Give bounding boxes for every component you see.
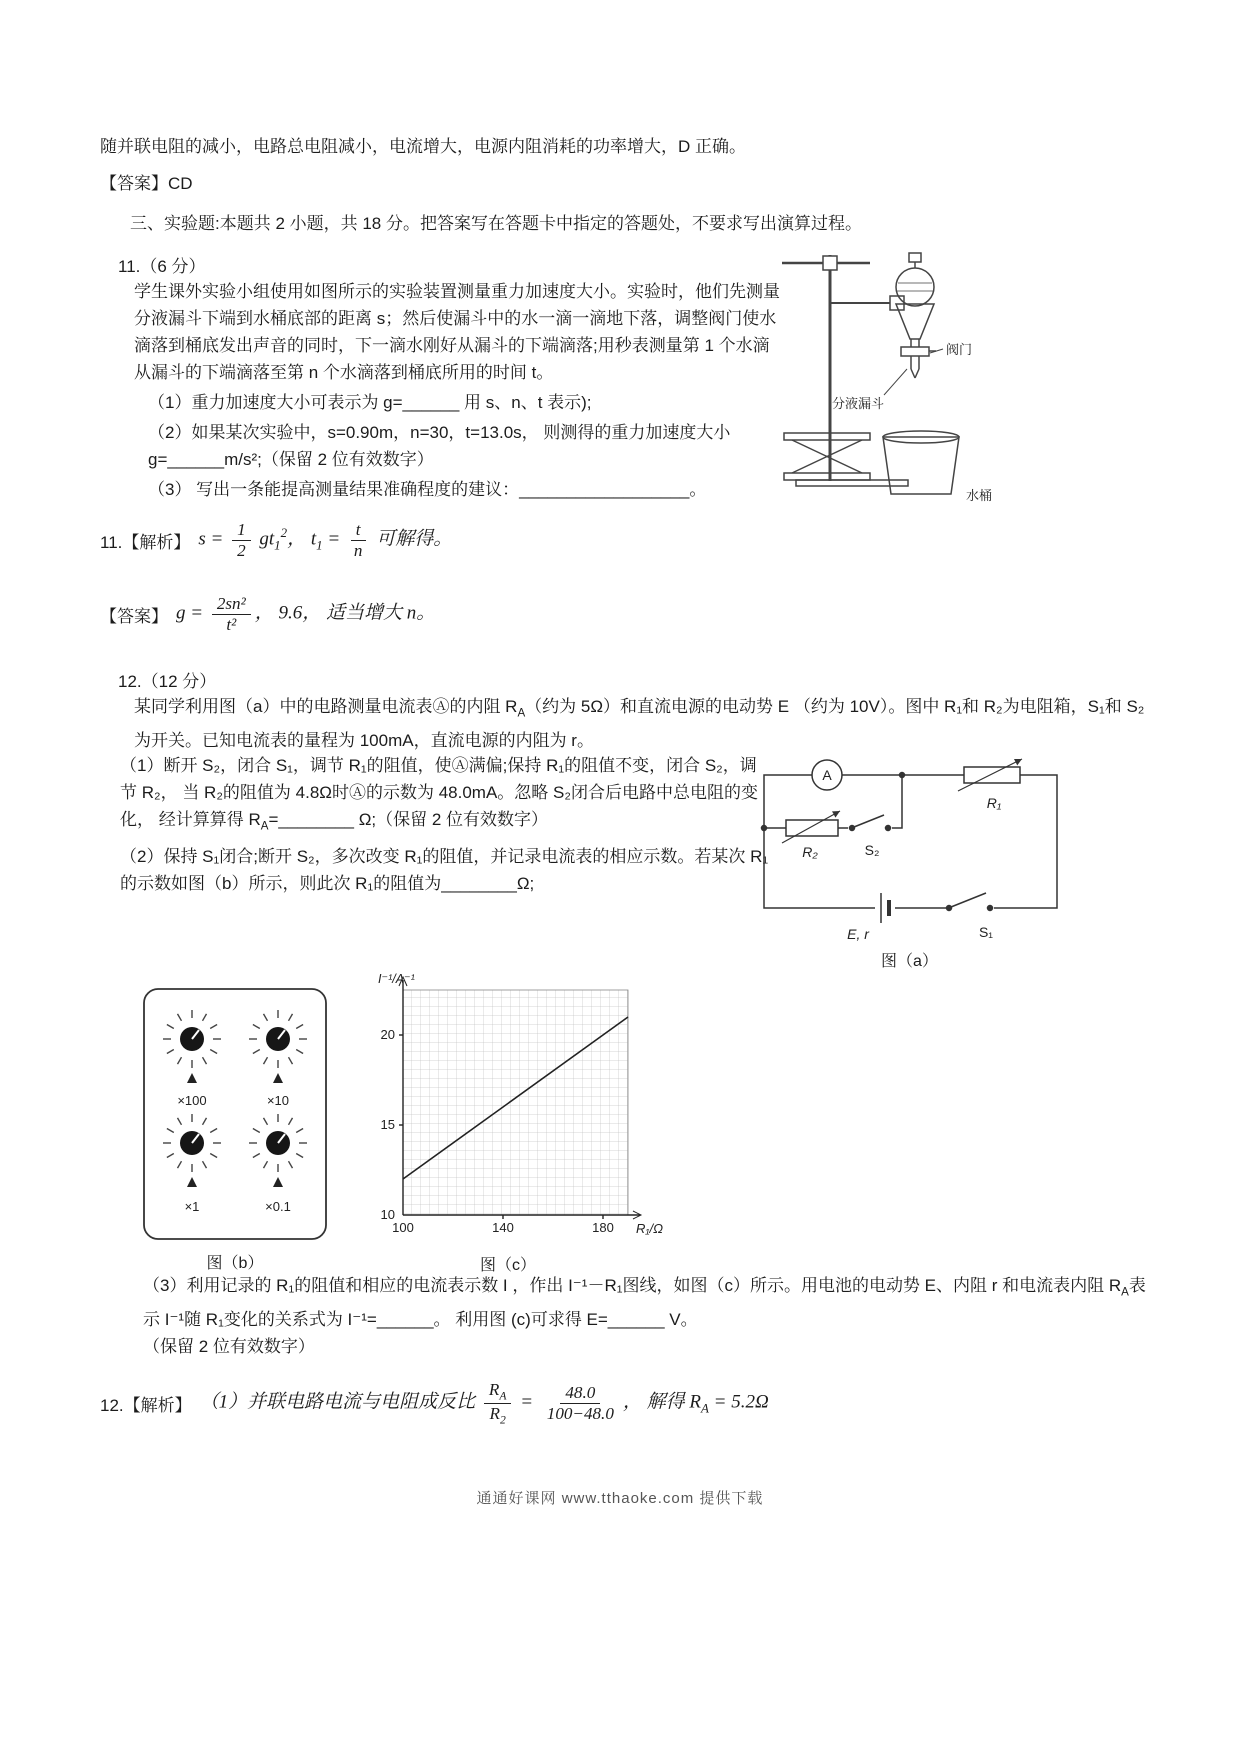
- q11-analysis-formula: s = $\frac{1}{2}$ $gt_1^2$， $t_1$ = $\frac{t}{n}$ 可解得。: [198, 520, 453, 560]
- s1-label: S₁: [978, 924, 994, 940]
- q11-answer-label: 【答案】: [100, 606, 168, 626]
- dial-x01: [249, 1114, 307, 1187]
- q11-analysis-label: 11.【解析】: [100, 532, 191, 552]
- y-tick-15: 15: [380, 1117, 395, 1132]
- funnel-label: 分液漏斗: [832, 396, 885, 411]
- dial-x1: [163, 1114, 221, 1187]
- graph-grid: [403, 990, 628, 1215]
- x-tick-180: 180: [592, 1220, 614, 1235]
- top-answer: 【答案】CD: [100, 174, 193, 193]
- circuit-figure: [742, 753, 1077, 953]
- r1-label: R₁: [986, 795, 1002, 811]
- ammeter-label: A: [822, 767, 832, 783]
- battery-symbol: [875, 893, 895, 923]
- q12-items-block: [120, 752, 772, 897]
- apparatus-figure: [770, 247, 1046, 537]
- q11-answer-line: [100, 594, 435, 634]
- x-axis-title: R₁/Ω: [636, 1221, 663, 1236]
- fig-c-caption: 图（c）: [479, 1257, 536, 1274]
- x-tick-140: 140: [492, 1220, 514, 1235]
- circuit-node: [900, 773, 905, 778]
- q12-intro: 某同学利用图（a）中的电路测量电流表Ⓐ的内阻 $R_A$（约为 5Ω）和直流电源的电动势 E （约为 10V）。图中 R₁和 R₂为电阻箱，S₁和 S₂为开关。已知电流表的量程为 100mA，直流电源的内阻为 r。: [134, 697, 1145, 751]
- y-axis-title: I⁻¹/A⁻¹: [378, 972, 415, 986]
- dial-x10: [249, 1010, 307, 1083]
- q11-item-3: （3） 写出一条能提高测量结果准确程度的建议：__________________。: [148, 480, 707, 499]
- fig-b-caption: 图（b）: [206, 1255, 264, 1272]
- rheostat-r2-symbol: [782, 811, 840, 843]
- y-tick-20: 20: [380, 1027, 395, 1042]
- bucket-label: 水桶: [966, 488, 993, 503]
- q11-body: 学生课外实验小组使用如图所示的实验装置测量重力加速度大小。实验时，他们先测量分液漏斗下端到水桶底部的距离 s；然后使漏斗中的水一滴一滴地下落，调整阀门使水滴落到桶底发出声音的同时，下一滴水刚好从漏斗的下端滴落;用秒表测量第 1 个水滴从漏斗的下端滴落至第 n 个水滴落到桶底所用的时间 t。: [134, 282, 780, 382]
- dial-x1-label: ×1: [184, 1199, 200, 1214]
- y-tick-10: 10: [380, 1207, 395, 1222]
- x-tick-100: 100: [392, 1220, 414, 1235]
- q11-number: 11.（6 分）: [118, 257, 206, 276]
- valve-label: 阀门: [946, 342, 973, 357]
- q12-item-3-note: （保留 2 位有效数字）: [143, 1337, 315, 1357]
- r2-label: R₂: [802, 844, 818, 860]
- q12-item-3: （3）利用记录的 R₁的阻值和相应的电流表示数 I ，作出 I⁻¹－R₁图线，如图（c）所示。用电池的电动势 E、内阻 r 和电流表内阻 $R_A$表示 I⁻¹随 R₁变化的关系式为 I⁻¹=______。 利用图 (c)可求得 E=______ V。: [143, 1276, 1146, 1330]
- dial-x100-label: ×100: [177, 1093, 207, 1108]
- q12-item-2: （2）保持 S₁闭合;断开 S₂，多次改变 R₁的阻值，并记录电流表的相应示数。若某次 R₁的示数如图（b）所示，则此次 R₁的阻值为________Ω;: [120, 847, 769, 894]
- dial-x10-label: ×10: [266, 1093, 290, 1108]
- stand-base: [796, 480, 908, 486]
- page-footer: 通通好课网 www.tthaoke.com 提供下载: [476, 1490, 764, 1507]
- q12-analysis-formula: （1）并联电路电流与电阻成反比 $\frac{R_A}{R_2}$ = $\frac{48.0}{100-48.0}$ ， 解得 $R_A = 5.2\Omega$: [199, 1380, 769, 1427]
- graph-figure: [348, 970, 688, 1248]
- rheostat-r1-symbol: [958, 759, 1022, 791]
- bucket: [883, 431, 959, 494]
- battery-label: E, r: [847, 926, 869, 942]
- dial-x100: [163, 1010, 221, 1083]
- circuit-outer-loop: [764, 775, 1057, 908]
- q12-number: 12.（12 分）: [118, 672, 217, 691]
- q11-answer-formula: g = $\frac{\text{2sn²}}{\text{t²}}$ ， 9.6， 适当增大 n。: [176, 594, 436, 634]
- q12-analysis-line: [100, 1380, 769, 1427]
- q11-text-block: [134, 278, 786, 503]
- q11-item-1: （1）重力加速度大小可表示为 g=______ 用 s、n、t 表示);: [148, 393, 592, 412]
- switch-s2-symbol: [848, 815, 892, 835]
- q12-item-1: （1）断开 S₂，闭合 S₁，调节 R₁的阻值，使Ⓐ满偏;保持 R₁的阻值不变，闭合 S₂，调节 R₂， 当 R₂的阻值为 4.8Ω时Ⓐ的示数为 48.0mA。忽略 S₂闭合后电路中总电阻的变化， 经计算算得 $R_A=\_\_\_\_\_\_\_\_$ Ω;（保留 2 位有效数字）: [120, 756, 758, 833]
- resistance-box-figure: [140, 985, 330, 1243]
- top-paragraph: 随并联电阻的减小，电路总电阻减小，电流增大，电源内阻消耗的功率增大，D 正确。: [100, 137, 746, 156]
- section-heading: 三、实验题:本题共 2 小题，共 18 分。把答案写在答题卡中指定的答题处，不要求写出演算过程。: [130, 214, 862, 233]
- q11-analysis-line: [100, 520, 452, 560]
- q12-item-3-block: [143, 1272, 1151, 1360]
- funnel-valve: [901, 347, 929, 356]
- dial-x01-label: ×0.1: [265, 1199, 291, 1214]
- separating-funnel: [896, 253, 936, 378]
- switch-s1-symbol: [946, 893, 994, 915]
- circuit-node: [762, 826, 767, 831]
- lab-jack: [784, 433, 870, 480]
- fig-a-caption: 图（a）: [881, 953, 938, 970]
- q11-item-2: （2）如果某次实验中，s=0.90m，n=30，t=13.0s， 则测得的重力加速度大小 g=______m/s²;（保留 2 位有效数字）: [148, 423, 731, 469]
- q12-analysis-label: 12.【解析】: [100, 1395, 192, 1415]
- s2-label: S₂: [864, 842, 880, 858]
- funnel-leader-line: [884, 369, 907, 395]
- crossbar-clamp: [823, 256, 837, 270]
